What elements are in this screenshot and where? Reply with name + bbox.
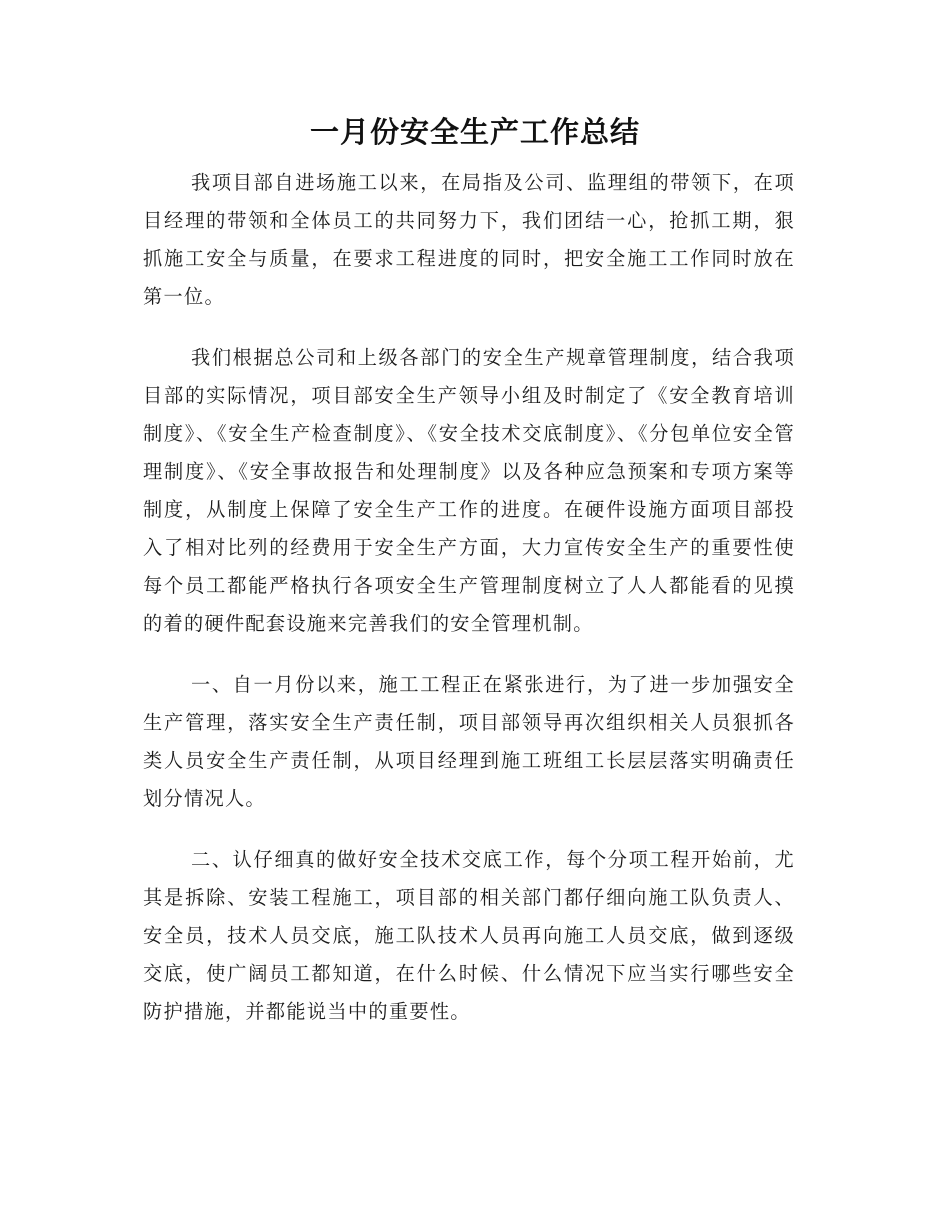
document-body [143,164,795,1054]
paragraph-point-two: 二、认仔细真的做好安全技术交底工作，每个分项工程开始前，尤其是拆除、安装工程施工，项目部的相关部门都仔细向施工队负责人、安全员，技术人员交底，施工队技术人员再向施工人员交底，做到逐级交底，使广阔员工都知道，在什么时候、什么情况下应当实行哪些安全防护措施，并都能说当中的重要性。 [143,848,795,1023]
paragraph-point-one: 一、自一月份以来，施工工程正在紧张进行，为了进一步加强安全生产管理，落实安全生产责任制，项目部领导再次组织相关人员狠抓各类人员安全生产责任制，从项目经理到施工班组工长层层落实明确责任划分情况人。 [143,673,795,810]
document-title: 一月份安全生产工作总结 [309,115,640,149]
paragraph-intro: 我项目部自进场施工以来，在局指及公司、监理组的带领下，在项目经理的带领和全体员工的共同努力下，我们团结一心，抢抓工期，狠抓施工安全与质量，在要求工程进度的同时，把安全施工工作同时放在第一位。 [143,171,795,308]
paragraph-regulations: 我们根据总公司和上级各部门的安全生产规章管理制度，结合我项目部的实际情况，项目部安全生产领导小组及时制定了《安全教育培训制度》、《安全生产检查制度》、《安全技术交底制度》、《分包单位安全管理制度》、《安全事故报告和处理制度》以及各种应急预案和专项方案等制度，从制度上保障了安全生产工作的进度。在硬件设施方面项目部投入了相对比列的经费用于安全生产方面，大力宣传安全生产的重要性使每个员工都能严格执行各项安全生产管理制度树立了人人都能看的见摸的着的硬件配套设施来完善我们的安全管理机制。 [143,346,795,635]
